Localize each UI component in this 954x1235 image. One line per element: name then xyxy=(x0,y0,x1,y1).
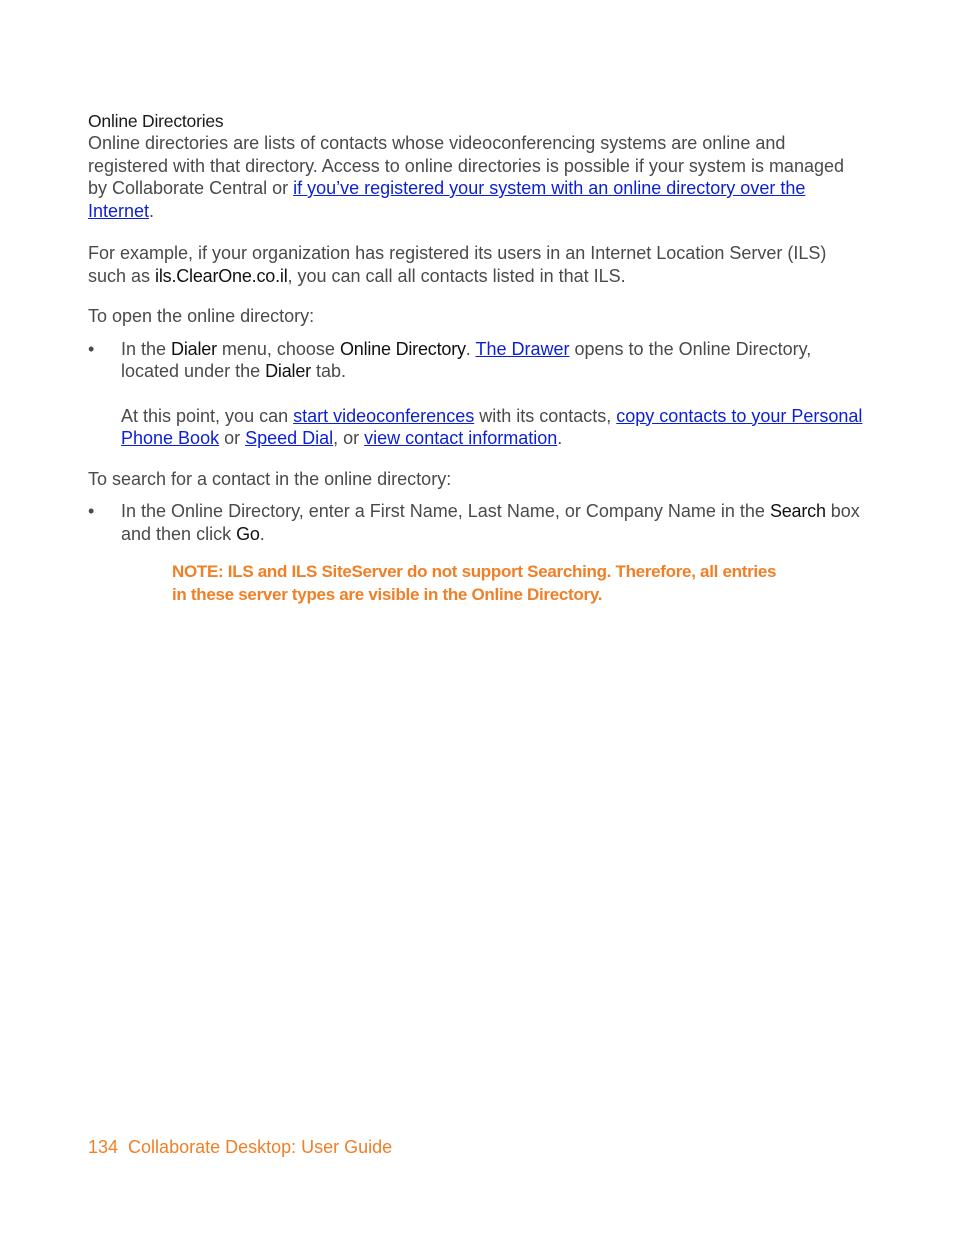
start-videoconferences-link[interactable]: start videoconferences xyxy=(293,405,475,426)
search-box-label: Search xyxy=(769,501,826,521)
go-button-label: Go xyxy=(236,523,260,544)
speed-dial-link[interactable]: Speed Dial xyxy=(245,428,334,448)
search-directory-steps xyxy=(88,500,863,545)
open-directory-steps xyxy=(88,338,863,450)
search-directory-intro: To search for a contact in the online directory: xyxy=(88,468,452,489)
intro-paragraph: Online directories are lists of contacts whose videoconferencing systems are online and registered with that directory. Access to online directories is possible if your system is managed by Collaborate Central or if you’ve registered your system with an online directory over the Internet. xyxy=(88,133,844,221)
note-callout: NOTE: ILS and ILS SiteServer do not support Searching. Therefore, all entries in these server types are visible in the Online Directory. xyxy=(172,562,777,604)
the-drawer-link[interactable]: The Drawer xyxy=(475,338,570,359)
online-directory-label: Online Directory xyxy=(339,338,466,359)
example-paragraph: For example, if your organization has registered its users in an Internet Location Server (ILS) such as ils.ClearOne.co.il, you can call all contacts listed in that ILS. xyxy=(88,243,827,286)
list-item: • In the Online Directory, enter a First Name, Last Name, or Company Name in the Search box and then click Go. xyxy=(88,501,860,544)
view-contact-information-link[interactable]: view contact information xyxy=(364,428,558,448)
section-heading: Online Directories xyxy=(88,111,224,131)
bullet-marker: • xyxy=(88,501,95,521)
dialer-menu-label: Dialer xyxy=(171,338,217,359)
bullet-subparagraph: At this point, you can start videoconferences with its contacts, copy contacts to your Personal Phone Book or Speed Dial, or view contact information. xyxy=(121,405,863,448)
copy-contacts-link[interactable]: copy contacts to your Personal Phone Book xyxy=(121,405,863,448)
registered-online-directory-link[interactable]: if you’ve registered your system with an online directory over the Internet xyxy=(88,178,806,221)
ils-server-name: ils.ClearOne.co.il xyxy=(155,265,288,286)
list-item: • In the Dialer menu, choose Online Directory. The Drawer opens to the Online Directory, located under the Dialer tab. At this point, you can start videoconferences with its contacts, copy contacts to your Personal Phone Book or Speed Dial, or view contact information. xyxy=(88,338,863,448)
bullet-marker: • xyxy=(88,338,95,359)
page-content xyxy=(88,110,863,606)
page-footer xyxy=(88,1137,392,1158)
footer-title: Collaborate Desktop: User Guide xyxy=(128,1137,393,1157)
page-number: 134 xyxy=(88,1137,119,1157)
open-directory-intro: To open the online directory: xyxy=(88,306,315,326)
dialer-tab-label: Dialer xyxy=(265,361,311,381)
